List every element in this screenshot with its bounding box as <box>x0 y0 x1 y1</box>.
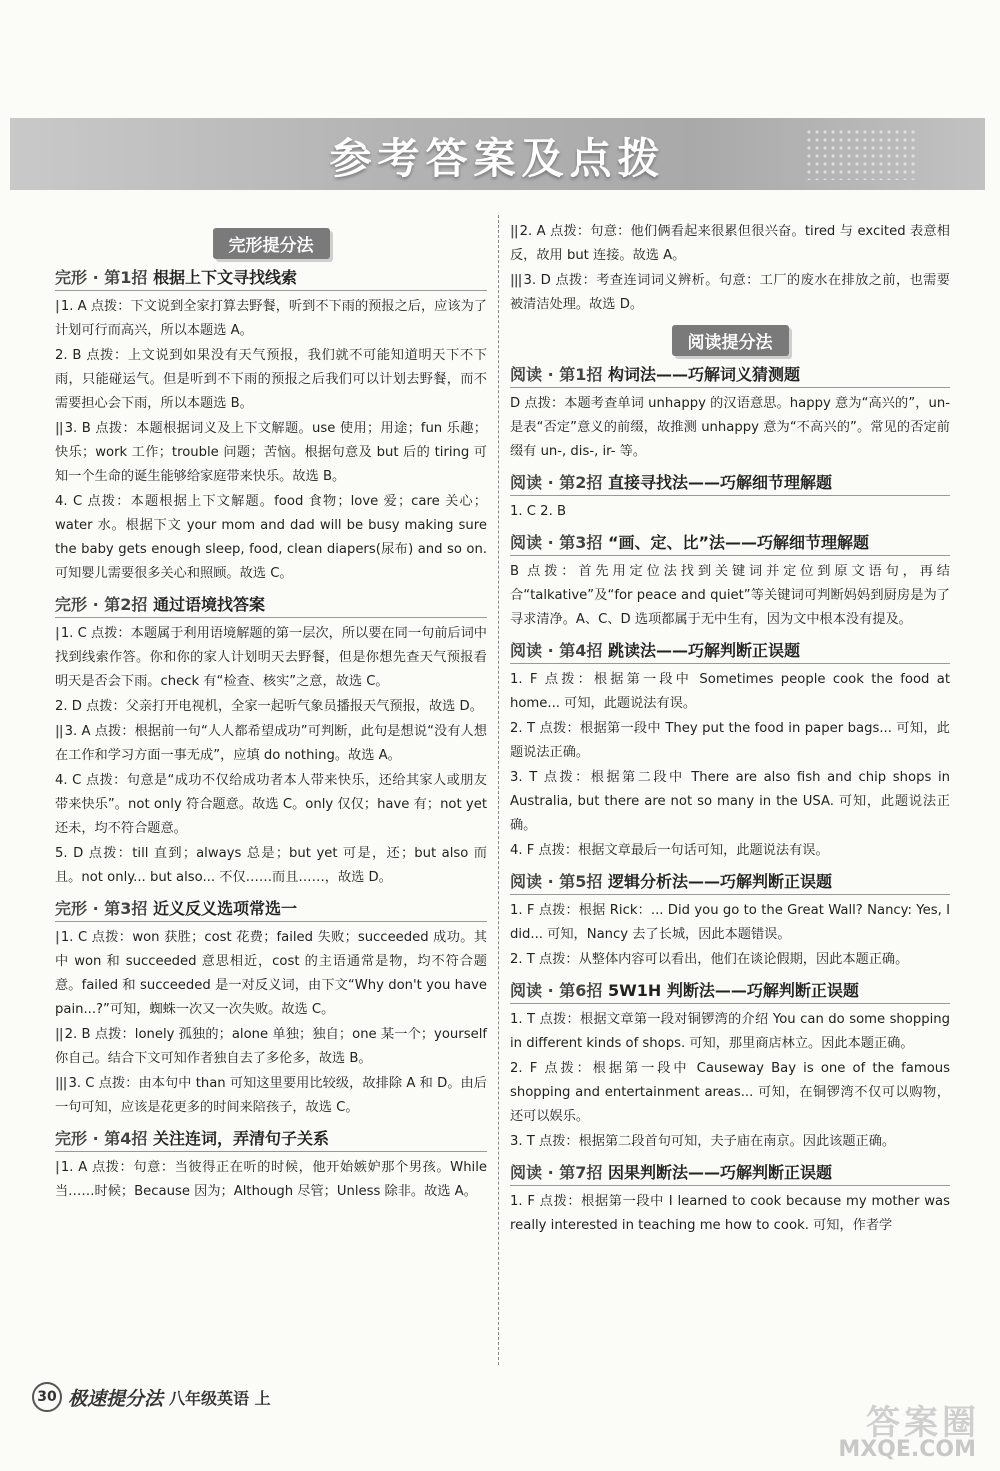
answer-item <box>55 769 487 841</box>
answer-item <box>510 839 950 863</box>
answer-text: 1. T 点拨：根据文章第一段对铜锣湾的介绍 You can do some shopping in different kinds of shops. 可知，那里商店林立。因此本题正确。 <box>510 1012 950 1051</box>
answer-text: 2. T 点拨：根据第一段中 They put the food in paper bags... 可知，此题说法正确。 <box>510 721 950 760</box>
answer-text: 3. A 点拨：根据前一句“人人都希望成功”可判断，此句是想说“没有人想在工作和学习方面一事无成”，应填 do nothing。故选 A。 <box>55 724 487 763</box>
difficulty-mark: || <box>55 421 63 436</box>
section-title: 逻辑分析法——巧解判断正误题 <box>607 872 832 891</box>
page-title: 参考答案及点拨 <box>329 134 666 183</box>
section-label: 阅读 · 第2招 <box>510 473 603 492</box>
section-title: 近义反义选项常选一 <box>152 899 297 918</box>
section-title: 根据上下文寻找线索 <box>152 268 297 287</box>
section-heading <box>55 896 487 922</box>
answer-text: 3. D 点拨：考查连词词义辨析。句意：工厂的废水在排放之前，也需要被清洁处理。故选 D。 <box>510 273 950 312</box>
section-label: 阅读 · 第1招 <box>510 365 603 384</box>
difficulty-mark: || <box>55 724 63 739</box>
page-footer <box>32 1382 271 1412</box>
section-label: 完形 · 第3招 <box>55 899 148 918</box>
answer-text: B 点拨：首先用定位法找到关键词并定位到原文语句，再结合“talkative”及“for peace and quiet”等关键词可判断妈妈到厨房是为了寻求清净。A、C、D 选项都属于无中生有，因为文中根本没有提及。 <box>510 564 950 627</box>
section-heading <box>510 1160 950 1186</box>
answer-item <box>55 842 487 890</box>
column-divider <box>498 215 499 1365</box>
answer-text: 5. D 点拨：till 直到；always 总是；but yet 可是，还；but also 而且。not only... but also... 不仅……而且……，故选 D。 <box>55 846 487 885</box>
title-banner <box>10 118 985 190</box>
answer-item <box>510 717 950 765</box>
section-title: 直接寻找法——巧解细节理解题 <box>607 473 832 492</box>
difficulty-mark: ||| <box>510 273 522 288</box>
section-label: 阅读 · 第3招 <box>510 533 603 552</box>
section-title: 5W1H 判断法——巧解判断正误题 <box>607 981 859 1000</box>
answer-item <box>55 1156 487 1204</box>
left-column <box>55 220 487 1205</box>
answer-item <box>55 695 487 719</box>
answer-text: 3. T 点拨：根据第二段首句可知，夫子庙在南京。因此该题正确。 <box>510 1134 896 1149</box>
answer-text: D 点拨：本题考查单词 unhappy 的汉语意思。happy 意为“高兴的”，un- 是表“否定”意义的前缀，故推测 unhappy 意为“不高兴的”。常见的否定前缀有 un-, dis-, ir- 等。 <box>510 396 950 459</box>
answer-item <box>510 899 950 947</box>
page-number: 30 <box>32 1382 62 1412</box>
answer-item <box>55 295 487 343</box>
section-label: 阅读 · 第4招 <box>510 641 603 660</box>
answer-text: 3. B 点拨：本题根据词义及上下文解题。use 使用；用途；fun 乐趣；快乐；work 工作；trouble 问题；苦恼。根据句意及 but 后的 tiring 可知一个生命的诞生能够给家庭带来快乐。故选 B。 <box>55 421 487 484</box>
answer-item <box>510 668 950 716</box>
section-label: 完形 · 第1招 <box>55 268 148 287</box>
answer-item <box>55 1023 487 1071</box>
section-title: 通过语境找答案 <box>152 595 265 614</box>
answer-text: 1. A 点拨：句意：当彼得正在听的时候，他开始嫉妒那个男孩。While 当……时候；Because 因为；Although 尽管；Unless 除非。故选 A。 <box>55 1160 487 1199</box>
answer-text: 1. C 点拨：won 获胜；cost 花费；failed 失败；succeeded 成功。其中 won 和 succeeded 意思相近，cost 的主语通常是物，均不符合题意。failed 和 succeeded 是一对反义词，由下文“Why don't you have pain...?”可知，蜘蛛一次又一次失败。故选 C。 <box>55 930 487 1017</box>
answer-item <box>510 766 950 838</box>
section-label: 阅读 · 第5招 <box>510 872 603 891</box>
grade-label: 八年级英语 上 <box>169 1388 271 1408</box>
difficulty-mark: | <box>55 299 59 314</box>
answer-text: 2. T 点拨：从整体内容可以看出，他们在谈论假期，因此本题正确。 <box>510 952 909 967</box>
reading-section-tag: 阅读提分法 <box>672 325 789 356</box>
section-heading <box>55 1126 487 1152</box>
answer-text: 3. C 点拨：由本句中 than 可知这里要用比较级，故排除 A 和 D。由后一句可知，应该是花更多的时间来陪孩子，故选 C。 <box>55 1076 487 1115</box>
answer-item <box>510 1008 950 1056</box>
difficulty-mark: || <box>510 224 518 239</box>
answer-item <box>55 417 487 489</box>
answer-text: 1. F 点拨：根据 Rick：... Did you go to the Great Wall? Nancy: Yes, I did... 可知，Nancy 去了长城，因此本题错误。 <box>510 903 950 942</box>
answer-item <box>55 720 487 768</box>
difficulty-mark: ||| <box>55 1076 67 1091</box>
right-column <box>510 220 950 1239</box>
answer-item <box>55 926 487 1022</box>
section-title: 因果判断法——巧解判断正误题 <box>607 1163 832 1182</box>
section-heading <box>510 638 950 664</box>
watermark-url: MXQE.COM <box>838 1437 976 1462</box>
section-title: 构词法——巧解词义猜测题 <box>607 365 800 384</box>
section-title: 关注连词，弄清句子关系 <box>152 1129 329 1148</box>
answer-text: 2. B 点拨：lonely 孤独的；alone 单独；独自；one 某一个；yourself 你自己。结合下文可知作者独自去了多伦多，故选 B。 <box>55 1027 487 1066</box>
section-heading <box>55 592 487 618</box>
answer-text: 1. F 点拨：根据第一段中 I learned to cook because my mother was really interested in teaching me how to cook. 可知，作者学 <box>510 1194 950 1233</box>
difficulty-mark: || <box>55 1027 63 1042</box>
section-heading <box>55 265 487 291</box>
answer-item <box>55 344 487 416</box>
section-heading <box>510 978 950 1004</box>
answer-text: 1. F 点拨：根据第一段中 Sometimes people cook the food at home... 可知，此题说法有误。 <box>510 672 950 711</box>
difficulty-mark: | <box>55 930 59 945</box>
section-label: 完形 · 第4招 <box>55 1129 148 1148</box>
answer-text: 2. F 点拨：根据第一段中 Causeway Bay is one of the famous shopping and entertainment areas... 可知，在铜锣湾不仅可以购物，还可以娱乐。 <box>510 1061 950 1124</box>
section-label: 阅读 · 第7招 <box>510 1163 603 1182</box>
section-heading <box>510 470 950 496</box>
answer-text: 2. D 点拨：父亲打开电视机，全家一起听气象员播报天气预报，故选 D。 <box>55 699 483 714</box>
watermark-logo: 答案圈 <box>866 1403 980 1443</box>
section-heading <box>510 362 950 388</box>
section-label: 阅读 · 第6招 <box>510 981 603 1000</box>
answer-text: 1. C 2. B <box>510 504 566 519</box>
answer-item <box>55 622 487 694</box>
section-heading <box>510 530 950 556</box>
answer-item <box>510 269 950 317</box>
answer-text: 4. C 点拨：本题根据上下文解题。food 食物；love 爱；care 关心；water 水。根据下文 your mom and dad will be busy making sure the baby gets enough sleep, food, clean diapers(尿布) and so on. 可知婴儿需要很多关心和照顾。故选 C。 <box>55 494 487 581</box>
answer-item <box>510 500 950 524</box>
section-label: 完形 · 第2招 <box>55 595 148 614</box>
answer-text: 2. A 点拨：句意：他们俩看起来很累但很兴奋。tired 与 excited 表意相反，故用 but 连接。故选 A。 <box>510 224 950 263</box>
answer-text: 2. B 点拨：上文说到如果没有天气预报，我们就不可能知道明天下不下雨，只能碰运气。但是听到不下雨的预报之后我们可以计划去野餐，而不需要担心会下雨，所以本题选 B。 <box>55 348 487 411</box>
answer-text: 1. C 点拨：本题属于利用语境解题的第一层次，所以要在同一句前后词中找到线索作答。你和你的家人计划明天去野餐，但是你想先查天气预报看明天是否会下雨。check 有“检查、核实”之意，故选 C。 <box>55 626 487 689</box>
answer-item <box>510 392 950 464</box>
brand-logo: 极速提分法 <box>68 1387 164 1410</box>
answer-text: 3. T 点拨：根据第二段中 There are also fish and chip shops in Australia, but there are not so many in the USA. 可知，此题说法正确。 <box>510 770 950 833</box>
answer-item <box>55 490 487 586</box>
answer-item <box>55 1072 487 1120</box>
answer-text: 1. A 点拨：下文说到全家打算去野餐，听到不下雨的预报之后，应该为了计划可行而高兴，所以本题选 A。 <box>55 299 487 338</box>
answer-text: 4. C 点拨：句意是“成功不仅给成功者本人带来快乐，还给其家人或朋友带来快乐”。not only 符合题意。故选 C。only 仅仅；have 有；not yet 还未，均不符合题意。 <box>55 773 487 836</box>
answer-item <box>510 948 950 972</box>
answer-text: 4. F 点拨：根据文章最后一句话可知，此题说法有误。 <box>510 843 829 858</box>
answer-item <box>510 1057 950 1129</box>
section-heading <box>510 869 950 895</box>
answer-item <box>510 560 950 632</box>
difficulty-mark: | <box>55 1160 59 1175</box>
answer-item <box>510 1130 950 1154</box>
answer-item <box>510 220 950 268</box>
difficulty-mark: | <box>55 626 59 641</box>
section-title: “画、定、比”法——巧解细节理解题 <box>607 533 869 552</box>
answer-item <box>510 1190 950 1238</box>
cloze-section-tag: 完形提分法 <box>213 228 330 259</box>
section-title: 跳读法——巧解判断正误题 <box>607 641 800 660</box>
